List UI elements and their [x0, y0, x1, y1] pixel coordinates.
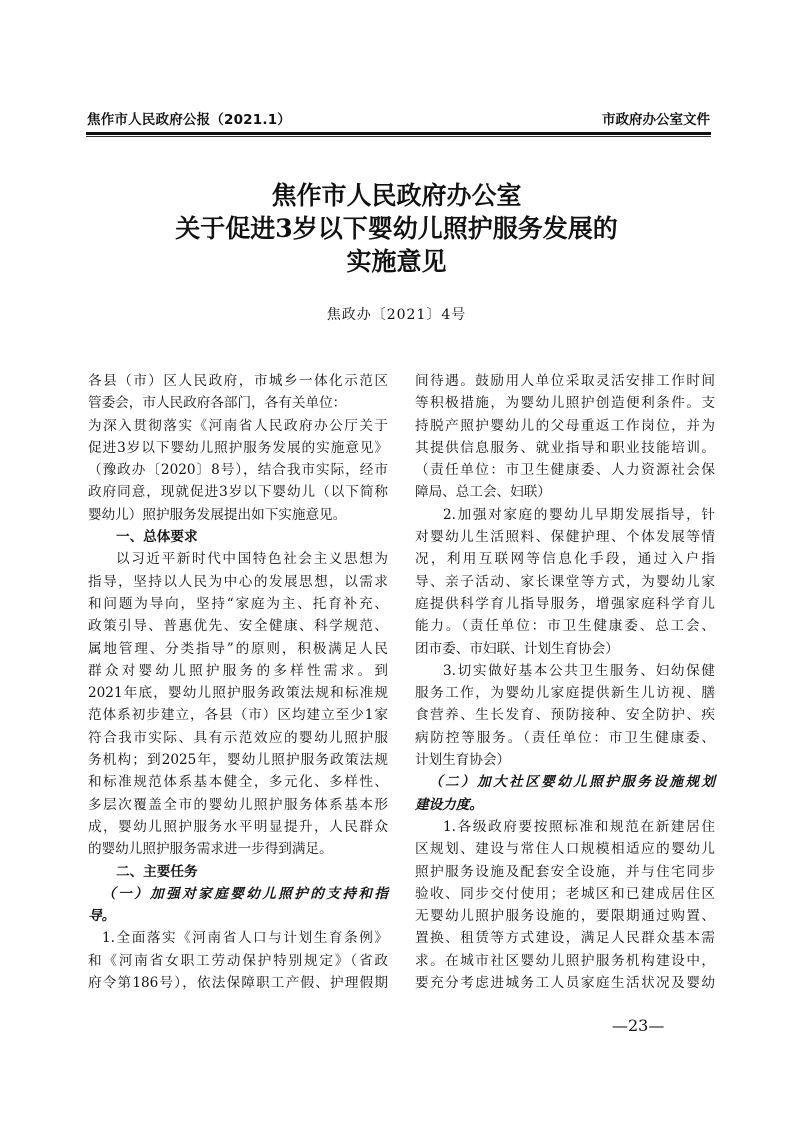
- document-title-line-2: 关于促进3岁以下婴幼儿照护服务发展的: [175, 214, 618, 243]
- text-line: 持脱产照护婴幼儿的父母重返工作岗位，并为: [415, 417, 715, 434]
- text-line: 1.各级政府要按照标准和规范在新建居住: [443, 818, 715, 835]
- text-line: 其提供信息服务、就业指导和职业技能培训。: [415, 439, 715, 456]
- text-line: 群众对婴幼儿照护服务的多样性需求。到: [88, 662, 388, 679]
- text-line: 导、亲子活动、家长课堂等方式，为婴幼儿家: [415, 573, 715, 590]
- text-line: 务机构；到2025年，婴幼儿照护服务政策法规: [88, 752, 388, 769]
- subsection-heading: （一）加强对家庭婴幼儿照护的支持和指: [102, 885, 388, 902]
- subsection-heading: （二）加大社区婴幼儿照护服务设施规划: [429, 774, 715, 791]
- text-line: 的婴幼儿照护服务需求进一步得到满足。: [88, 841, 333, 858]
- text-line: 范体系初步建立，各县（市）区均建立至少1家: [88, 707, 388, 724]
- text-line: 障局、总工会、妇联）: [415, 484, 551, 501]
- text-line: 成，婴幼儿照护服务水平明显提升，人民群众: [88, 818, 388, 835]
- left-column: [88, 370, 388, 994]
- text-line: 以习近平新时代中国特色社会主义思想为: [116, 551, 388, 568]
- text-line: 为深入贯彻落实《河南省人民政府办公厅关于: [88, 417, 388, 434]
- text-line: 和《河南省女职工劳动保护特别规定》（省政: [88, 952, 388, 969]
- text-line: 2.加强对家庭的婴幼儿早期发展指导，针: [443, 506, 715, 523]
- text-line: （豫政办〔2020〕8号），结合我市实际，经市: [88, 462, 388, 479]
- section-label: 市政府办公室文件: [602, 112, 710, 128]
- text-line: 验收、同步交付使用；老城区和已建成居住区: [415, 885, 715, 902]
- text-line: 况，利用互联网等信息化手段，通过入户指: [415, 551, 715, 568]
- subsection-heading: 导。: [88, 908, 116, 925]
- text-line: 促进3岁以下婴幼儿照护服务发展的实施意见》: [88, 439, 388, 456]
- text-line: 等积极措施，为婴幼儿照护创造便利条件。支: [415, 395, 715, 412]
- text-line: 庭提供科学育儿指导服务，增强家庭科学育儿: [415, 595, 715, 612]
- section-heading: 二、主要任务: [116, 863, 198, 880]
- text-line: 婴幼儿）照护服务发展提出如下实施意见。: [88, 506, 347, 523]
- text-line: 服务工作，为婴幼儿家庭提供新生儿访视、膳: [415, 685, 715, 702]
- text-line: 要充分考虑进城务工人员家庭生活状况及婴幼: [415, 975, 715, 992]
- running-header: [87, 108, 710, 134]
- text-line: 病防控等服务。（责任单位：市卫生健康委、: [415, 729, 715, 746]
- section-heading: 一、总体要求: [116, 529, 198, 546]
- text-line: 多层次覆盖全市的婴幼儿照护服务体系基本形: [88, 796, 388, 813]
- header-rule-thick: [86, 132, 711, 135]
- text-line: 区规划、建设与常住人口规模相适应的婴幼儿: [415, 841, 715, 858]
- text-line: 和标准规范体系基本健全，多元化、多样性、: [88, 774, 388, 791]
- text-line: 府令第186号），依法保障职工产假、护理假期: [88, 975, 388, 992]
- text-line: 置换、租赁等方式建设，满足人民群众基本需: [415, 930, 715, 947]
- document-title-line-3: 实施意见: [346, 247, 447, 276]
- text-line: 2021年底，婴幼儿照护服务政策法规和标准规: [88, 685, 388, 702]
- header-rule-thin: [86, 136, 711, 137]
- text-line: 符合我市实际、具有示范效应的婴幼儿照护服: [88, 729, 388, 746]
- text-line: 管委会，市人民政府各部门，各有关单位：: [88, 395, 347, 412]
- subsection-heading: 建设力度。: [415, 796, 483, 813]
- publication-title: 焦作市人民政府公报（2021.1）: [87, 112, 291, 128]
- text-line: 各县（市）区人民政府，市城乡一体化示范区: [88, 373, 388, 389]
- text-line: 对婴幼儿生活照料、保健护理、个体发展等情: [415, 529, 715, 546]
- text-line: 间待遇。鼓励用人单位采取灵活安排工作时间: [415, 373, 715, 389]
- document-number: 焦政办〔2021〕4号: [326, 307, 467, 323]
- text-line: 无婴幼儿照护服务设施的，要限期通过购置、: [415, 908, 715, 925]
- text-line: 和问题为导向，坚持“家庭为主、托育补充、: [88, 595, 388, 612]
- text-line: 照护服务设施及配套安全设施，并与住宅同步: [415, 863, 715, 880]
- text-line: 1.全面落实《河南省人口与计划生育条例》: [102, 930, 388, 947]
- text-line: 能力。（责任单位：市卫生健康委、总工会、: [415, 618, 715, 635]
- text-line: 属地管理、分类指导”的原则，积极满足人民: [88, 640, 388, 657]
- text-line: 求。在城市社区婴幼儿照护服务机构建设中，: [415, 952, 715, 969]
- text-line: （责任单位：市卫生健康委、人力资源社会保: [415, 462, 715, 479]
- text-line: 计划生育协会）: [415, 752, 511, 769]
- right-column: [415, 370, 715, 994]
- text-line: 食营养、生长发育、预防接种、安全防护、疾: [415, 707, 715, 724]
- page-number: —23—: [612, 1016, 665, 1035]
- text-line: 指导，坚持以人民为中心的发展思想，以需求: [88, 573, 388, 590]
- text-line: 政府同意，现就促进3岁以下婴幼儿（以下简称: [88, 484, 388, 501]
- text-line: 团市委、市妇联、计划生育协会）: [415, 640, 619, 657]
- document-title-line-1: 焦作市人民政府办公室: [271, 181, 522, 210]
- text-line: 3.切实做好基本公共卫生服务、妇幼保健: [443, 662, 715, 679]
- text-line: 政策引导、普惠优先、安全健康、科学规范、: [88, 618, 388, 635]
